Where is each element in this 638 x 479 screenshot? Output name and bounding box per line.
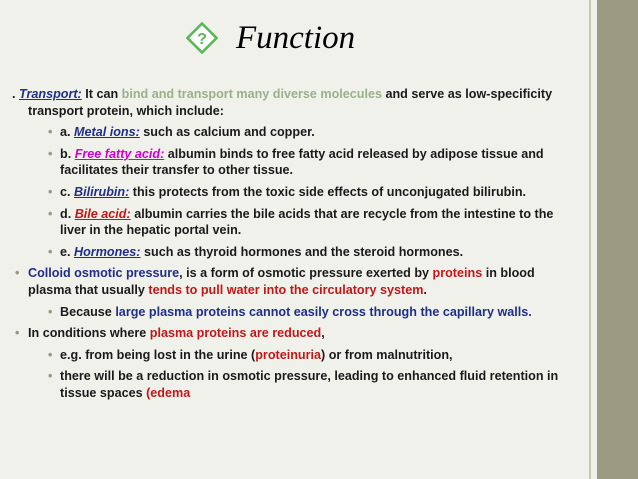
colloid-line <box>12 265 618 282</box>
page-title: Function <box>236 19 356 56</box>
bullet: • <box>48 206 53 221</box>
transport-text: It can <box>81 87 122 101</box>
colloid-text: , is a form of osmotic pressure exerted by <box>179 266 433 281</box>
conditions-highlight: plasma proteins are reduced <box>149 326 322 341</box>
item-continuation: facilitates their transfer to other tissue. <box>60 163 294 178</box>
because-text: Because <box>60 304 116 319</box>
bullet: • <box>48 146 53 161</box>
item-letter: b. <box>60 146 75 161</box>
list-item-b-cont <box>12 162 618 179</box>
list-item-d <box>12 206 618 223</box>
list-item-c <box>12 184 618 201</box>
because-line <box>12 304 618 321</box>
content-body <box>12 86 618 402</box>
item-text: albumin carries the bile acids that are recycle from the intestine to the <box>130 206 554 221</box>
bullet: • <box>48 184 53 199</box>
hormones-label: Hormones: <box>74 244 141 259</box>
transport-highlight: bind and transport many diverse molecules <box>121 87 382 101</box>
item-letter: a. <box>60 125 75 140</box>
list-item-e <box>12 244 618 261</box>
list-item-d-cont <box>12 222 618 239</box>
item-continuation: liver in the hepatic portal vein. <box>60 223 242 238</box>
colloid-line-cont <box>12 282 618 299</box>
bullet: • <box>48 125 53 140</box>
bullet: • <box>15 266 20 281</box>
bilirubin-label: Bilirubin: <box>74 184 130 199</box>
bullet: • <box>48 347 53 362</box>
bullet: • <box>48 244 53 259</box>
title-row <box>186 16 355 60</box>
proteinuria-highlight: proteinuria <box>255 347 321 362</box>
list-item-b <box>12 146 618 163</box>
question-diamond-icon <box>186 22 218 54</box>
colloid-period: . <box>423 282 427 297</box>
reduction-continuation: tissue spaces <box>60 385 147 400</box>
edema-highlight: (edema <box>146 385 191 400</box>
item-text: such as thyroid hormones and the steroid hormones. <box>140 244 464 259</box>
item-letter: c. <box>60 184 75 199</box>
list-item-a <box>12 124 618 141</box>
item-text: such as calcium and copper. <box>139 125 315 140</box>
transport-label: Transport: <box>19 87 82 101</box>
eg-text-end: ) or from malnutrition, <box>321 347 453 362</box>
conditions-text: In conditions where <box>28 326 150 341</box>
tends-highlight: tends to pull water into the circulatory system <box>148 282 424 297</box>
item-letter: e. <box>60 244 75 259</box>
proteins-highlight: proteins <box>432 266 483 281</box>
colloid-label: Colloid osmotic pressure <box>28 266 180 281</box>
transport-continuation: transport protein, which include: <box>28 103 224 118</box>
item-text: albumin binds to free fatty acid released by adipose tissue and <box>164 146 544 161</box>
reduction-line-cont <box>12 385 618 402</box>
transport-line <box>12 86 618 103</box>
because-highlight: large plasma proteins cannot easily cross through the capillary walls. <box>115 304 532 319</box>
conditions-comma: , <box>321 326 325 341</box>
svg-text:?: ? <box>197 31 207 48</box>
colloid-continuation: plasma that usually <box>28 282 149 297</box>
metal-ions-label: Metal ions: <box>74 125 140 140</box>
bile-acid-label: Bile acid: <box>74 206 131 221</box>
bullet: • <box>15 326 20 341</box>
intro-prefix: . <box>12 87 19 101</box>
eg-line <box>12 347 618 364</box>
bullet: • <box>48 369 53 384</box>
bullet: • <box>48 304 53 319</box>
transport-line-cont <box>12 103 618 120</box>
free-fatty-acid-label: Free fatty acid: <box>74 146 165 161</box>
conditions-line <box>12 325 618 342</box>
reduction-text: there will be a reduction in osmotic pressure, leading to enhanced fluid retention in <box>60 369 559 384</box>
item-text: this protects from the toxic side effects of unconjugated bilirubin. <box>129 184 527 199</box>
colloid-text-end: in blood <box>482 266 535 281</box>
reduction-line <box>12 368 618 385</box>
item-letter: d. <box>60 206 75 221</box>
eg-text: e.g. from being lost in the urine ( <box>60 347 256 362</box>
transport-text-end: and serve as low-specificity <box>381 87 553 101</box>
